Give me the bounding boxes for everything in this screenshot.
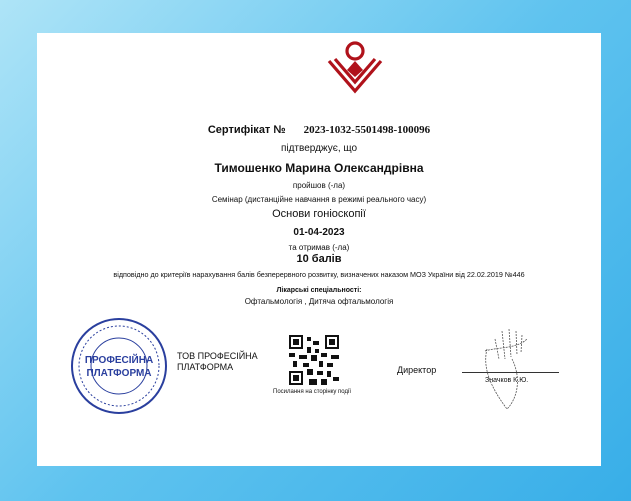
organization-line-2: ПЛАТФОРМА [177,362,234,372]
svg-text:ПЛАТФОРМА: ПЛАТФОРМА [86,368,152,379]
specialties-label: Лікарські спеціальності: [276,287,362,294]
director-label: Директор [397,365,437,375]
certificate-number: 2023-1032-5501498-100096 [303,124,431,136]
certificate-card [37,33,601,466]
svg-text:ПРОФЕСІЙНА: ПРОФЕСІЙНА [84,355,154,366]
recipient-name: Тимошенко Марина Олександрівна [214,161,424,175]
logo-icon [319,39,391,99]
signature-icon [477,319,537,414]
organization-name [177,351,258,373]
received-text: та отримав (-ла) [288,243,350,252]
organization-line-1: ТОВ ПРОФЕСІЙНА [177,351,258,361]
certificate-number-line [37,124,601,136]
confirms-text: підтверджує, що [280,143,358,154]
event-type: Семінар (дистанційне навчання в режимі реального часу) [211,195,427,204]
specialties: Офтальмологія , Дитяча офтальмологія [244,297,394,306]
criteria-text: відповідно до критеріїв нарахування балів безперервного розвитку, визначених наказом МОЗ України від 22.02.2019 №446 [113,270,525,279]
director-name: Значков К.Ю. [485,377,529,384]
completed-text: пройшов (-ла) [292,181,346,190]
qr-code-icon[interactable] [289,335,339,385]
stamp-icon [69,316,169,416]
certificate-label: Сертифікат № [207,124,286,136]
qr-caption: Посилання на сторінку події [273,389,352,395]
course-title: Основи гоніоскопії [272,208,366,220]
course-date: 01-04-2023 [293,227,345,238]
points: 10 балів [296,253,342,265]
